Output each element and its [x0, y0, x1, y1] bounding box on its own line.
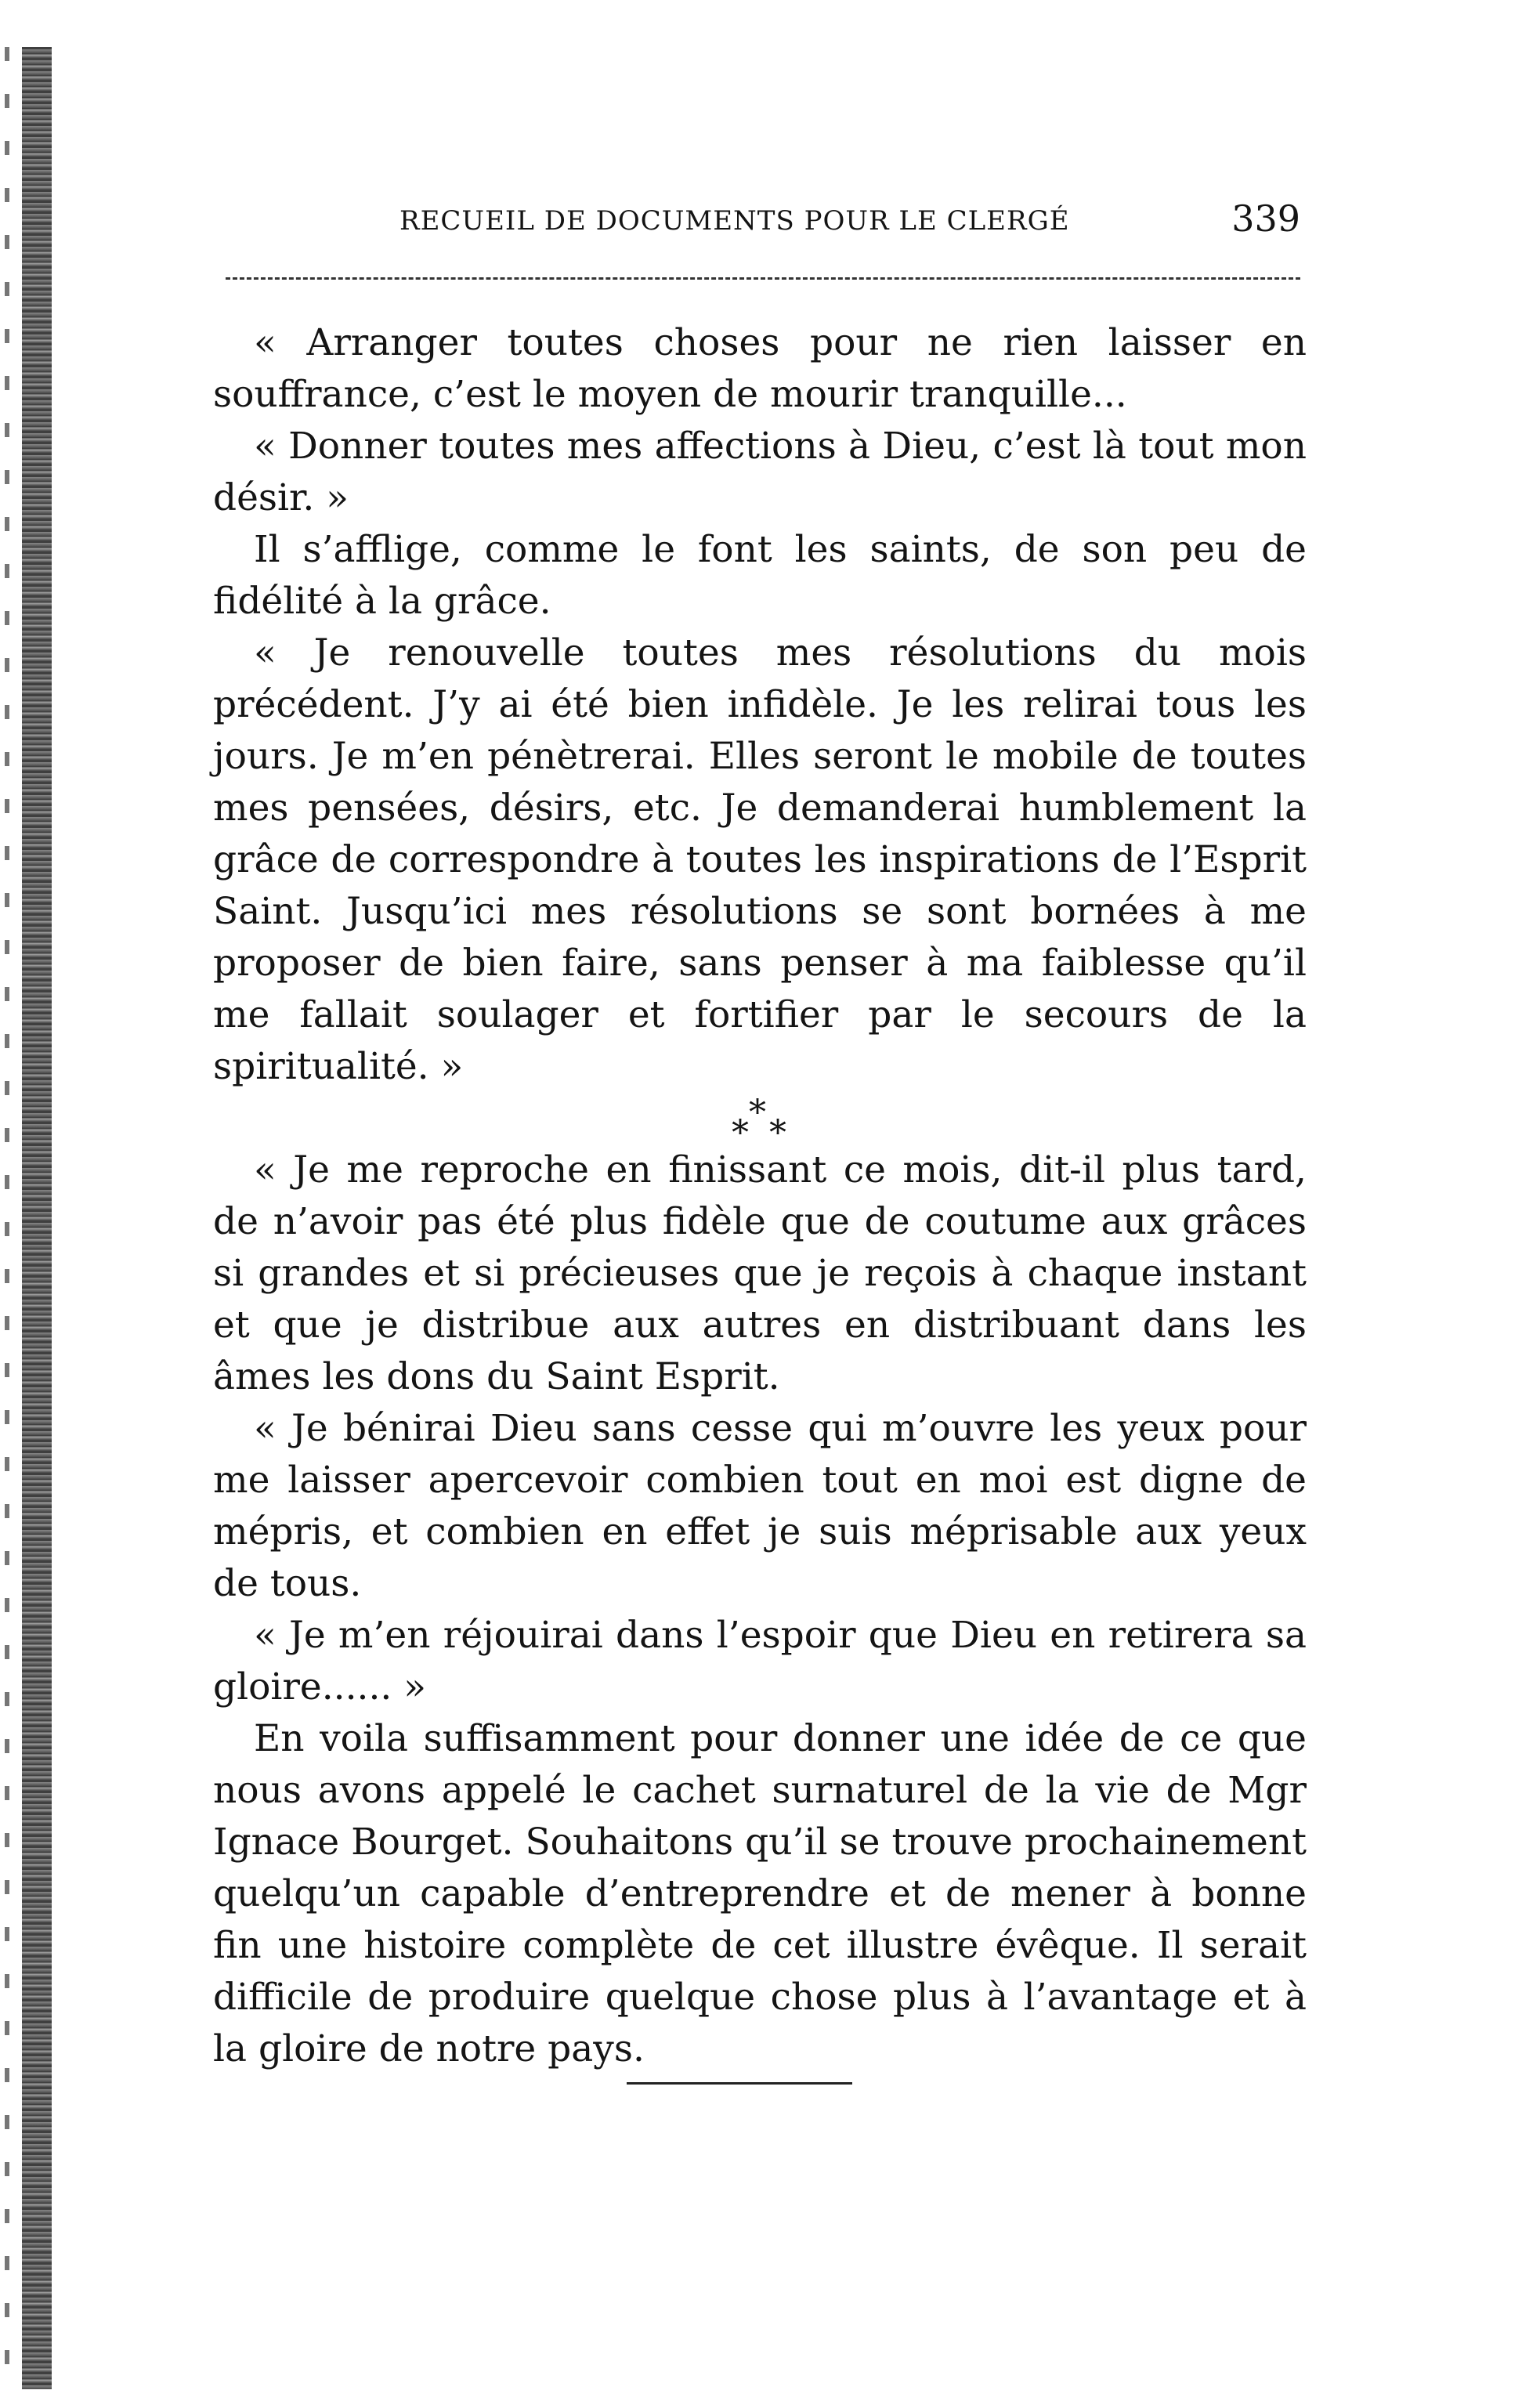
paragraph: En voila suffisamment pour donner une idée de ce que nous avons appelé le cachet surnaturel de la vie de Mgr Ignace Bourget. Souhaitons qu’il se trouve prochainement quelqu’un capable d’entreprendre et de mener à bonne fin une histoire complète de cet illustre évêque. Il serait difficile de produire quelque chose plus à l’avantage et à la gloire de notre pays. [213, 1717, 1307, 2070]
paragraph: « Je m’en réjouirai dans l’espoir que Dieu en retirera sa gloire...... » [213, 1614, 1307, 1709]
paragraph: « Arranger toutes choses pour ne rien laisser en souffrance, c’est le moyen de mourir tranquille... [213, 321, 1307, 416]
page-number: 339 [1231, 197, 1300, 240]
asterisk-glyph: * [732, 1113, 749, 1153]
asterism-separator [714, 1093, 824, 1153]
asterisk-glyph: * [749, 1093, 766, 1133]
scanned-binding-edge [22, 47, 52, 2389]
end-rule [627, 2082, 852, 2085]
paragraph: Il s’afflige, comme le font les saints, de son peu de fidélité à la grâce. [213, 528, 1307, 623]
paragraph: « Donner toutes mes affections à Dieu, c’est là tout mon désir. » [213, 425, 1307, 519]
asterisk-glyph: * [769, 1113, 786, 1153]
running-head: RECUEIL DE DOCUMENTS POUR LE CLERGÉ [399, 205, 1070, 237]
paragraph: « Je me reproche en finissant ce mois, dit-il plus tard, de n’avoir pas été plus fidèle que de coutume aux grâces si grandes et si précieuses que je reçois à chaque instant et que je distribue aux autres en distribuant dans les âmes les dons du Saint Esprit. [213, 1148, 1307, 1398]
body-text [213, 317, 1307, 2075]
paragraph: « Je bénirai Dieu sans cesse qui m’ouvre les yeux pour me laisser apercevoir combien tout en moi est digne de mépris, et combien en effet je suis méprisable aux yeux de tous. [213, 1407, 1307, 1605]
paragraph: « Je renouvelle toutes mes résolutions du mois précédent. J’y ai été bien infidèle. Je les relirai tous les jours. Je m’en pénètrerai. Elles seront le mobile de toutes mes pensées, désirs, etc. Je demanderai humblement la grâce de correspondre à toutes les inspirations de l’Esprit Saint. Jusqu’ici mes résolutions se sont bornées à me proposer de bien faire, sans penser à ma faiblesse qu’il me fallait soulager et fortifier par le secours de la spiritualité. » [213, 631, 1307, 1088]
page-header [399, 197, 1300, 244]
header-rule [226, 277, 1300, 280]
